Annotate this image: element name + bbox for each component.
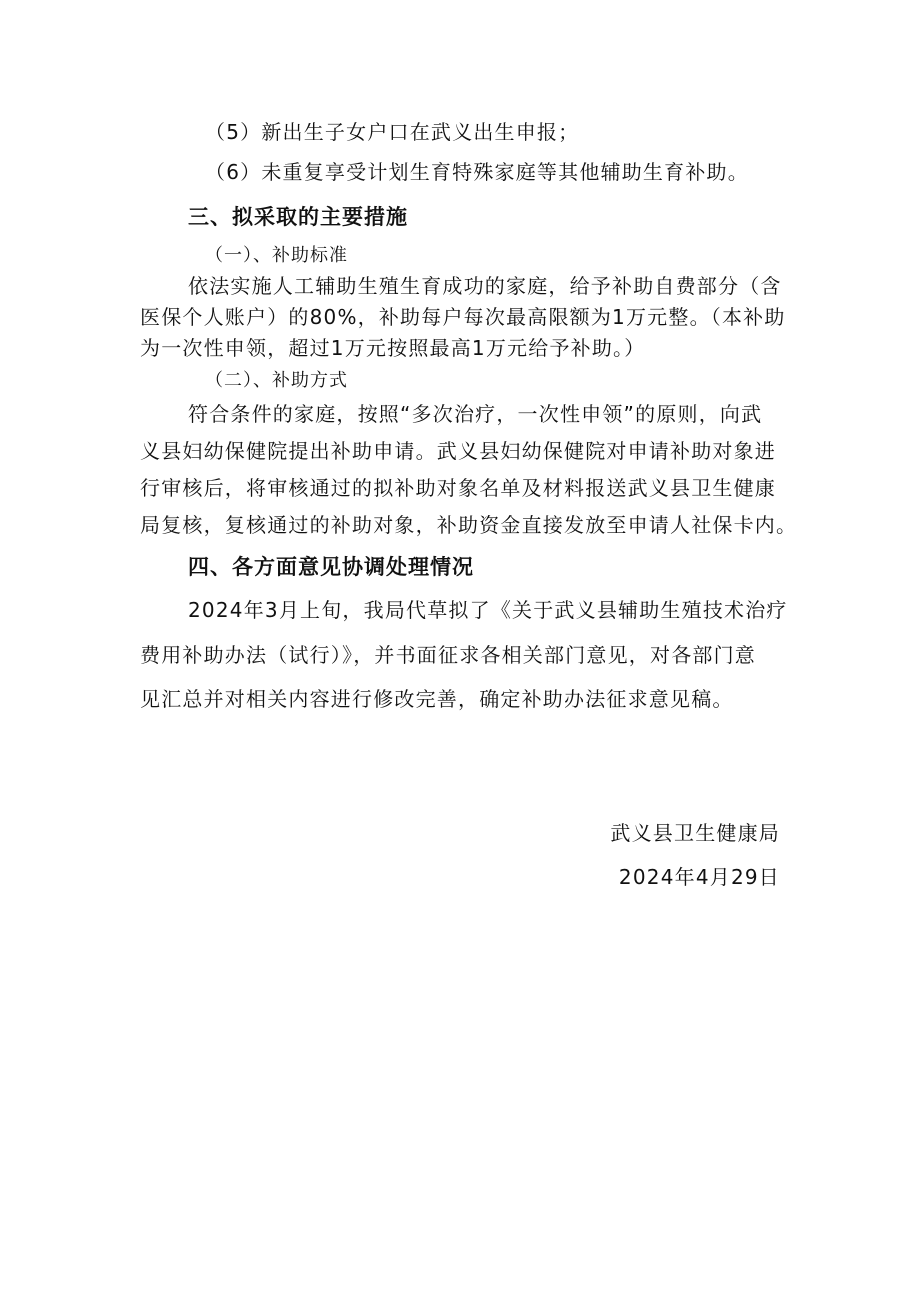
- paragraph-line: 义县妇幼保健院提出补助申请。武义县妇幼保健院对申请补助对象进: [140, 439, 776, 463]
- signature-date: 2024年4月29日: [618, 865, 780, 889]
- paragraph-line: 局复核，复核通过的补助对象，补助资金直接发放至申请人社保卡内。: [140, 513, 798, 537]
- paragraph-line: 医保个人账户）的80%，补助每户每次最高限额为1万元整。（本补助: [140, 305, 786, 329]
- list-item-6: （6）未重复享受计划生育特殊家庭等其他辅助生育补助。: [205, 160, 749, 184]
- subsection-2-title: （二）、补助方式: [205, 370, 348, 391]
- paragraph-line: 2024年3月上旬，我局代草拟了《关于武义县辅助生殖技术治疗: [188, 598, 788, 622]
- paragraph-line: 行审核后，将审核通过的拟补助对象名单及材料报送武义县卫生健康: [140, 476, 776, 500]
- subsection-1-title: （一）、补助标准: [205, 245, 348, 266]
- section-3-heading: 三、拟采取的主要措施: [188, 205, 408, 229]
- signature-org: 武义县卫生健康局: [610, 821, 780, 845]
- paragraph-line: 见汇总并对相关内容进行修改完善，确定补助办法征求意见稿。: [140, 687, 734, 711]
- section-4-heading: 四、各方面意见协调处理情况: [188, 555, 474, 579]
- paragraph-line: 依法实施人工辅助生殖生育成功的家庭，给予补助自费部分（含: [188, 274, 782, 298]
- list-item-5: （5）新出生子女户口在武义出生申报；: [205, 120, 580, 144]
- paragraph-line: 为一次性申领，超过1万元按照最高1万元给予补助。）: [140, 336, 646, 360]
- paragraph-line: 符合条件的家庭，按照“多次治疗，一次性申领”的原则，向武: [188, 402, 763, 426]
- paragraph-line: 费用补助办法（试行）》，并书面征求各相关部门意见，对各部门意: [140, 643, 756, 667]
